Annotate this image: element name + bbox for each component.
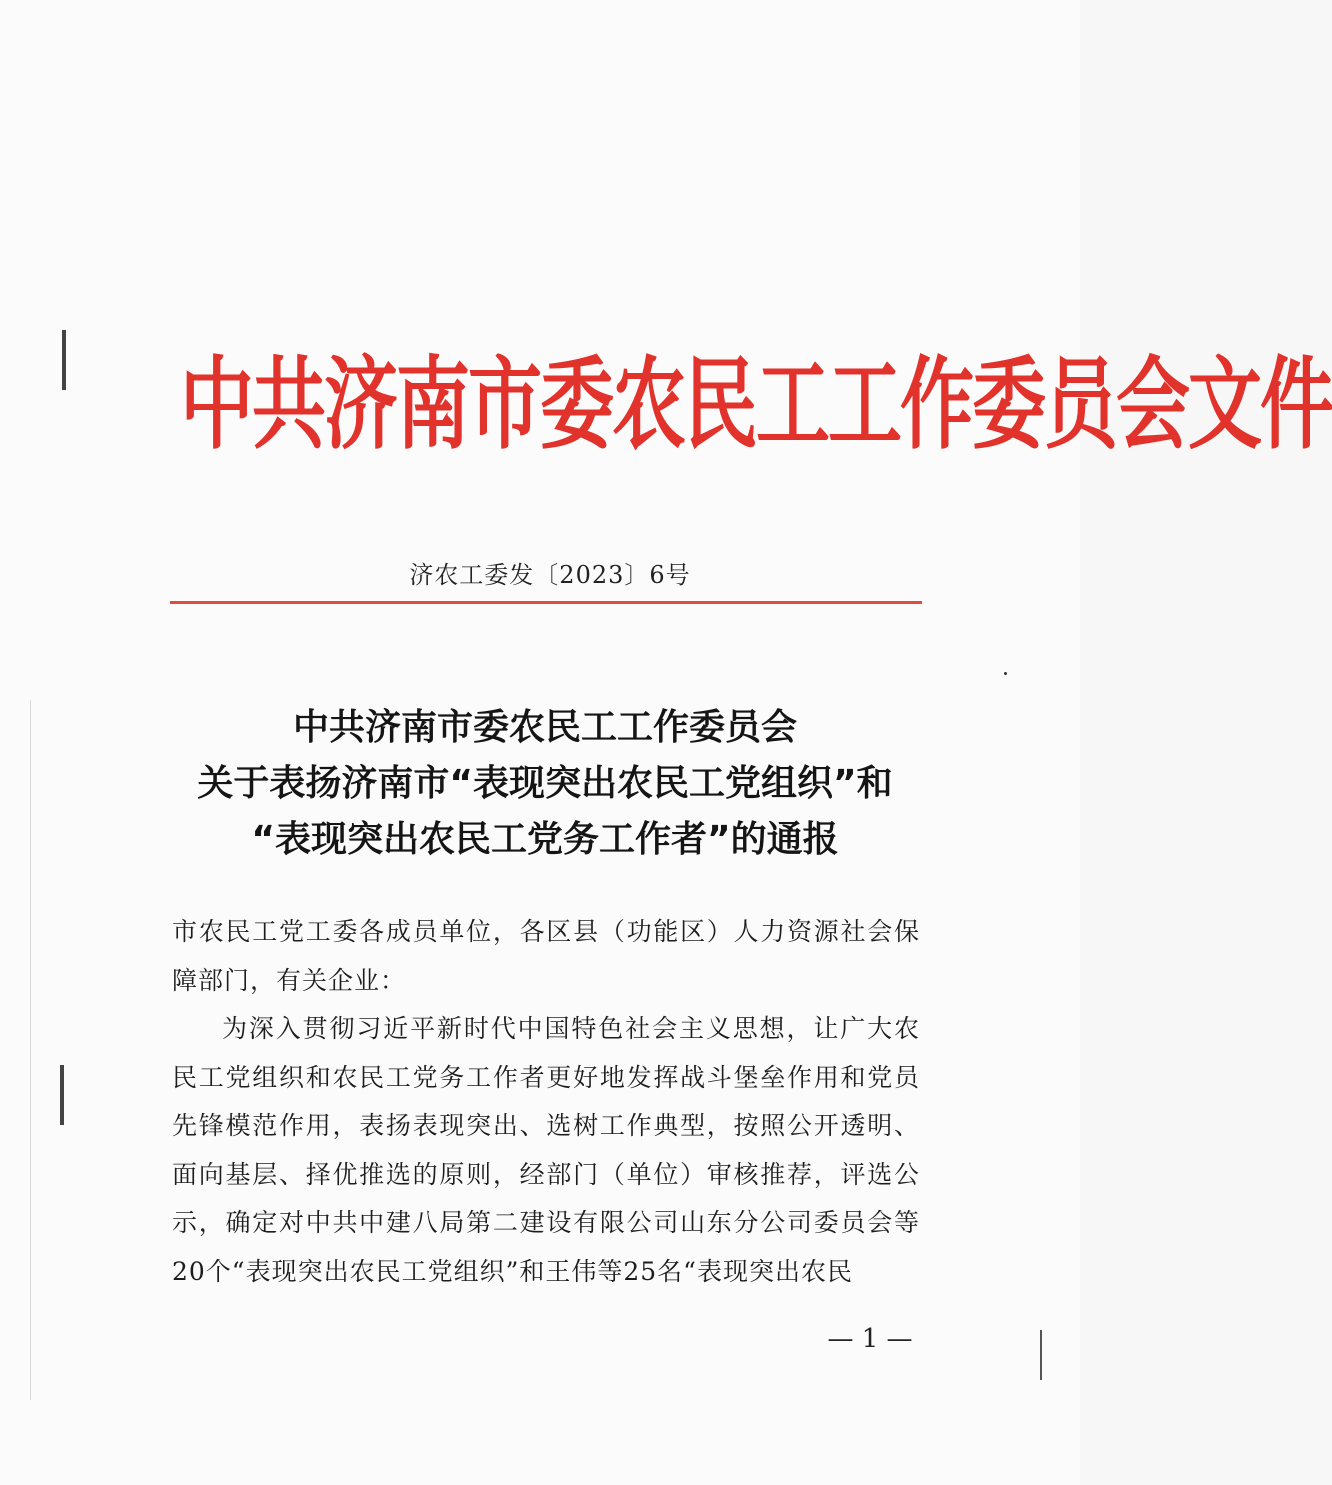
red-divider-line (170, 601, 922, 604)
document-number: 济农工委发〔2023〕6号 (409, 561, 691, 589)
page-number: — 1 — (827, 1324, 913, 1354)
notice-title (160, 700, 930, 868)
title-line-1: 中共济南市委农民工工作委员会 (292, 707, 797, 748)
binding-mark-bottom (60, 1065, 64, 1125)
salutation: 市农民工党工委各成员单位，各区县（功能区）人力资源社会保障部门，有关企业： (172, 917, 920, 995)
page-edge-right (1040, 1330, 1042, 1380)
title-line-3: “表现突出农民工党务工作者”的通报 (251, 819, 839, 860)
scan-speck (1004, 672, 1007, 675)
binding-mark-top (62, 330, 66, 390)
body-paragraph-1: 为深入贯彻习近平新时代中国特色社会主义思想，让广大农民工党组织和农民工党务工作者更好地发挥战斗堡垒作用和党员先锋模范作用，表扬表现突出、选树工作典型，按照公开透明、面向基层、择优推选的原则，经部门（单位）审核推荐，评选公示，确定对中共中建八局第二建设有限公司山东分公司委员会等20个“表现突出农民工党组织”和王伟等25名“表现突出农民 (172, 1014, 920, 1286)
document-masthead: 中共济南市委农民工工作委员会文件 (180, 346, 1332, 464)
page-edge-left (30, 700, 31, 1400)
title-line-2: 关于表扬济南市“表现突出农民工党组织”和 (197, 763, 893, 804)
notice-body (172, 908, 920, 1296)
